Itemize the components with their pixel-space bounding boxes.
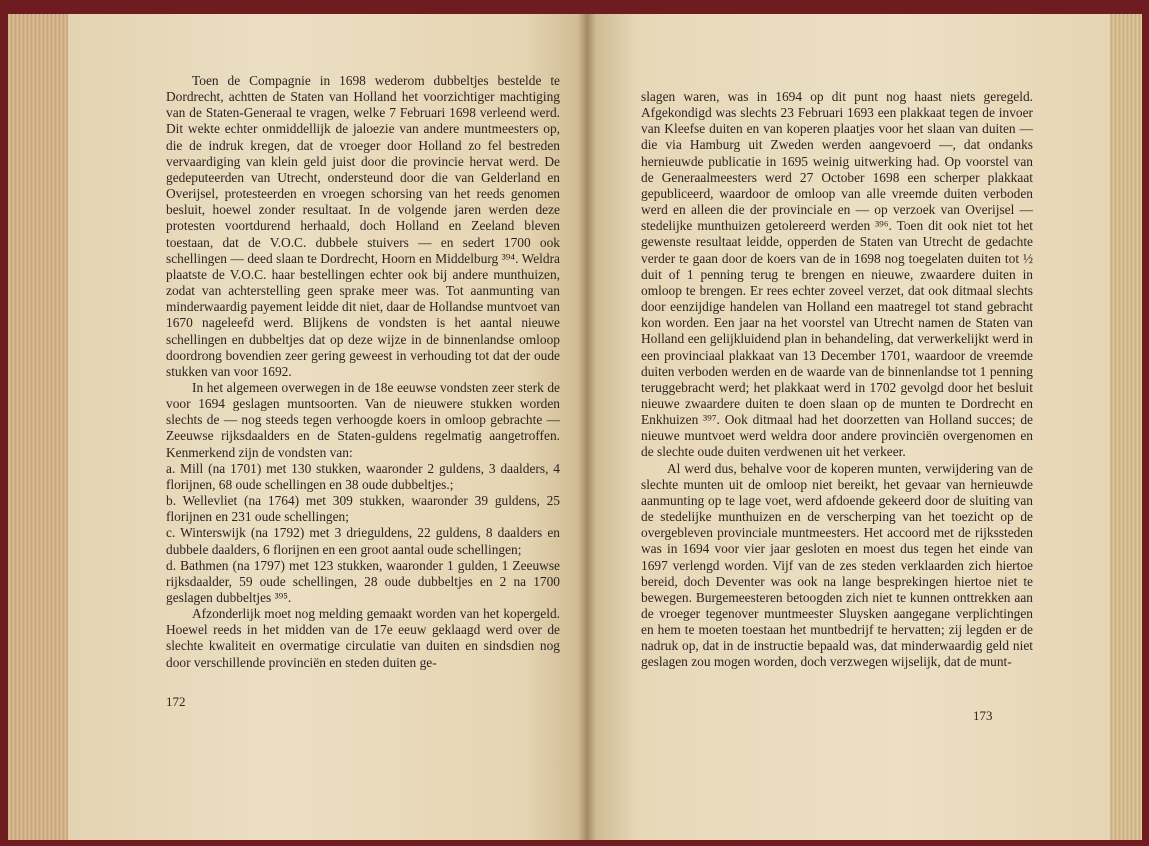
list-item: c. Winterswijk (na 1792) met 3 drieguldens, 22 guldens, 8 daalders en dubbele daalders, 6 florijnen en een groot aantal oude schellingen; bbox=[166, 525, 560, 557]
right-page bbox=[586, 14, 1110, 840]
left-text-column bbox=[166, 73, 560, 671]
paragraph: slagen waren, was in 1694 op dit punt nog haast niets geregeld. Afgekondigd was slechts 23 Februari 1693 een plakkaat tegen de invoer van Kleefse duiten en van koperen plaatjes voor het slaan van duiten — die via Hamburg uit Zweden werden aangevoerd —, dat ondanks hernieuwde publicatie in 1695 weinig uitwerking had. Op voorstel van de Generaalmeesters werd 27 October 1698 een scherper plakkaat gepubliceerd, waardoor de omloop van alle vreemde duiten verboden werd en alleen die der provinciale en — op verzoek van Overijsel — stedelijke munthuizen getolereerd werden ³⁹⁶. Toen dit ook niet tot het gewenste resultaat leidde, opperden de Staten van Utrecht de gedachte verder te gaan door de koers van de in 1698 nog toegelaten duiten tot ½ duit of 1 penning terug te brengen en nieuwe, zwaardere duiten in omloop te brengen. Er rees echter zoveel verzet, dat ook ditmaal slechts door eenzijdige handelen van Holland een maatregel tot stand gebracht kon worden. Een jaar na het voorstel van Utrecht namen de Staten van Holland een gelijkluidend plan in behandeling, dat verwerkelijkt werd in een provinciaal plakkaat van 13 December 1701, waardoor de vreemde duiten verboden werden en de waarde van de binnenlandse tot 1 penning teruggebracht werd; het plakkaat werd in 1702 gevolgd door het besluit nieuwe zwaardere duiten te doen slaan op de munten te Dordrecht en Enkhuizen ³⁹⁷. Ook ditmaal had het doorzetten van Holland succes; de nieuwe muntvoet werd weldra door andere provinciën overgenomen en de slechte oude duiten verdwenen uit het verkeer. bbox=[641, 89, 1033, 460]
paragraph: In het algemeen overwegen in de 18e eeuwse vondsten zeer sterk de voor 1694 geslagen muntsoorten. Van de nieuwere stukken worden slechts de — nog steeds tegen verhoogde koers in omloop gebrachte — Zeeuwse rijksdaalders en de Staten-guldens regelmatig aangetroffen. Kenmerkend zijn de vondsten van: bbox=[166, 379, 560, 460]
right-text-column bbox=[641, 89, 1033, 671]
page-number: 173 bbox=[973, 708, 993, 723]
list-item: a. Mill (na 1701) met 130 stukken, waaronder 2 guldens, 3 daalders, 4 florijnen, 68 oude schellingen en 38 oude dubbeltjes.; bbox=[166, 460, 560, 492]
list-item: d. Bathmen (na 1797) met 123 stukken, waaronder 1 gulden, 1 Zeeuwse rijksdaalder, 59 oude schellingen, 28 oude dubbeltjes en 2 na 1700 geslagen dubbeltjes ³⁹⁵. bbox=[166, 557, 560, 605]
page-number: 172 bbox=[166, 694, 186, 709]
paragraph: Al werd dus, behalve voor de koperen munten, verwijdering van de slechte munten uit de omloop niet bereikt, het gevaar van hernieuwde aanmunting op te lage voet, werd afdoende gekeerd door de sluiting van de stedelijke munthuizen en de verscherping van het toezicht op de overgebleven provinciale muntmeesters. Het accoord met de rijkssteden was in 1694 voor vier jaar gesloten en moest dus tegen het einde van 1697 verlengd worden. Vijf van de zes steden verklaarden zich hiertoe bereid, doch Deventer was ook na lange besprekingen hiertoe niet te bewegen. Burgemeesteren betoogden zich niet te kunnen onttrekken aan de vroeger tegenover muntmeester Sluysken aangegane verplichtingen en hem te moeten toestaan het muntbedrijf te hervatten; zij legden er de nadruk op, dat in de instructie bepaald was, dat minderwaardig geld niet geslagen zou mogen worden, doch verzwegen wijselijk, dat de munt- bbox=[641, 460, 1033, 670]
book-gutter bbox=[578, 14, 596, 840]
left-page bbox=[68, 14, 586, 840]
page-stack-left bbox=[8, 14, 70, 840]
paragraph: Toen de Compagnie in 1698 wederom dubbeltjes bestelde te Dordrecht, achtten de Staten van Holland het voorzichtiger machtiging van de Staten-Generaal te vragen, welke 7 Februari 1698 verleend werd. Dit wekte echter onmiddellijk de jaloezie van andere muntmeesters op, die de indruk kregen, dat de vroeger door Holland zo fel bestreden vervaardiging van klein geld juist door die provincie hervat werd. De gedeputeerden van Utrecht, ondersteund door die van Gelderland en Overijsel, protesteerden en vroegen schorsing van het reeds genomen besluit, hoewel zonder resultaat. In de volgende jaren werden deze protesten voortdurend herhaald, doch Holland en Zeeland bleven toestaan, dat de V.O.C. dubbele stuivers — en sedert 1700 ook schellingen — deed slaan te Dordrecht, Hoorn en Middelburg ³⁹⁴. Weldra plaatste de V.O.C. haar bestellingen echter ook bij andere munthuizen, zodat van achterstelling geen sprake meer was. Tot aanmunting van minderwaardig payement leidde dit niet, daar de Hollandse muntvoet van 1670 nageleefd werd. Blijkens de vondsten is het aantal nieuwe schellingen en dubbeltjes dat op deze wijze in de binnenlandse omloop doordrong bovendien zeer gering geweest in verhouding tot dat der oude stukken van voor 1692. bbox=[166, 73, 560, 379]
list-item: b. Wellevliet (na 1764) met 309 stukken, waaronder 39 guldens, 25 florijnen en 231 oude schellingen; bbox=[166, 493, 560, 525]
paragraph: Afzonderlijk moet nog melding gemaakt worden van het kopergeld. Hoewel reeds in het midden van de 17e eeuw geklaagd werd over de slechte kwaliteit en overmatige circulatie van duiten en sindsdien nog door verschillende provinciën en steden duiten ge- bbox=[166, 606, 560, 670]
page-stack-right bbox=[1108, 14, 1142, 840]
